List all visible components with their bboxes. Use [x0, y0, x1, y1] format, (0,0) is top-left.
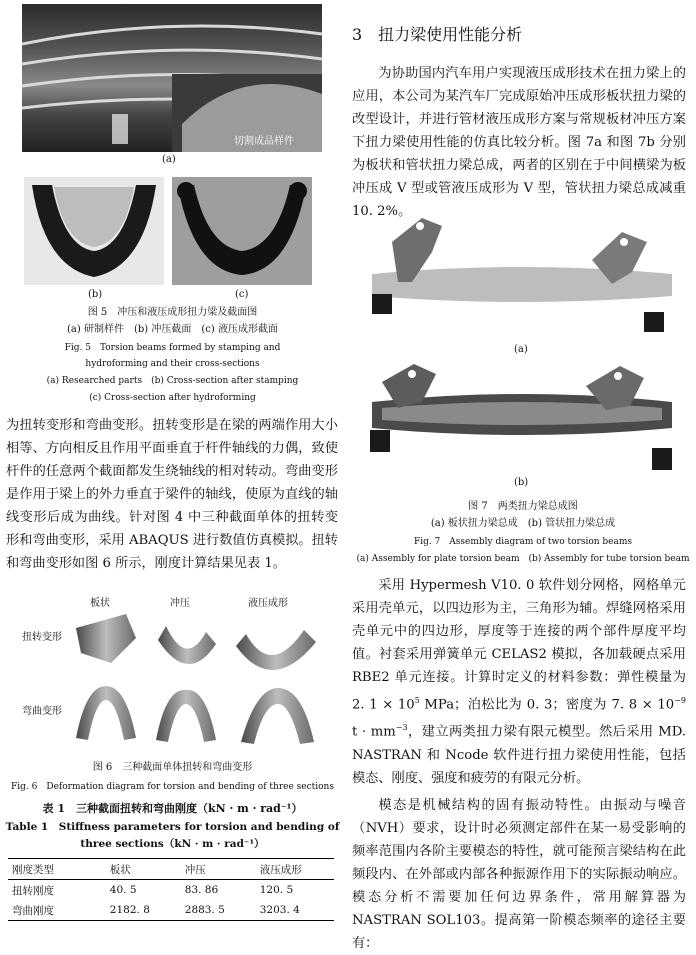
table-header-row: [8, 859, 334, 880]
table-cell: 2182. 8: [106, 900, 181, 921]
text-run: ，建立两类扭力梁有限元模型。然后采用 MD. NASTRAN 和 Ncode 软件进行扭力梁使用性能，包括模态、刚度、强度和疲劳的有限元分析。: [352, 724, 686, 786]
fig6-col-stamping: 冲压: [170, 598, 190, 609]
section-title: 3 扭力梁使用性能分析: [352, 25, 523, 44]
table1-title-en-1: Table 1 Stiffness parameters for torsion and bending of: [5, 821, 340, 833]
table-cell: 120. 5: [259, 884, 294, 896]
fig5-sub-cn: (a) 研制样件 (b) 冲压截面 (c) 液压成形截面: [67, 324, 278, 335]
fig6-col-hydroforming: 液压成形: [248, 598, 288, 609]
fig5-caption-en-1: Fig. 5 Torsion beams formed by stamping and: [64, 343, 281, 353]
fig5b-photo: [24, 177, 164, 285]
table-header-cell: 液压成形: [256, 859, 334, 880]
table-cell: 83. 86: [184, 884, 219, 896]
table-cell: 扭转刚度: [12, 884, 54, 897]
fig5b-section-graphic: [24, 177, 164, 285]
table-row: [8, 900, 334, 921]
fig5-sub-en-2: (c) Cross-section after hydroforming: [89, 393, 256, 403]
fig7a-label: (a): [514, 344, 528, 355]
superscript: 5: [414, 696, 420, 705]
stiffness-table: [8, 858, 334, 921]
table1-title-cn: 表 1 三种截面扭转和弯曲刚度（kN · m · rad⁻¹）: [42, 802, 303, 815]
fig5a-label: (a): [162, 154, 176, 165]
left-body-text: [6, 414, 338, 575]
fig6-col-plate: 板状: [90, 598, 110, 609]
fig7b-label: (b): [514, 477, 529, 488]
table1-title-en-2: three sections（kN · m · rad⁻¹）: [80, 838, 265, 850]
section-paragraph: 为协助国内汽车用户实现液压成形技术在扭力梁上的应用，本公司为某汽车厂完成原始冲压成形板状扭力梁的改型设计，并进行管材液压成形方案与常规板材冲压方案下扭力梁使用性能的仿真比较分析。图 7a 和图 7b 分别为板状和管状扭力梁总成，两者的区别在于中间横梁为板冲压成 V 型或管液压成形为 V 型，管状扭力梁总成减重 10. 2%。: [352, 66, 686, 219]
mesh-paragraph: [352, 574, 686, 790]
table-header-cell: 刚度类型: [8, 859, 106, 880]
fig7-sub-cn: (a) 板状扭力梁总成 (b) 管状扭力梁总成: [430, 518, 616, 529]
fig5c-label: (c): [235, 289, 249, 300]
table-cell: 40. 5: [109, 884, 137, 896]
fig5-caption-cn: 图 5 冲压和液压成形扭力梁及截面图: [87, 307, 258, 318]
fig7-caption-cn: 图 7 两类扭力梁总成图: [468, 501, 578, 512]
superscript: −9: [674, 696, 686, 705]
fig5-sub-en-1: (a) Researched parts (b) Cross-section after stamping: [46, 376, 299, 386]
fig6-row-bending: 弯曲变形: [22, 706, 62, 717]
text-run: t · mm: [352, 724, 396, 740]
fig5a-overlay-text: 切割成品样件: [234, 136, 294, 147]
fig7-sub-en: (a) Assembly for plate torsion beam (b) Assembly for tube torsion beam: [356, 554, 690, 564]
text-run: MPa；泊松比为 0. 3；密度为 7. 8 × 10: [419, 697, 675, 713]
table-cell: 2883. 5: [181, 900, 256, 921]
table-cell: 3203. 4: [256, 900, 334, 921]
fig5a-photo: [22, 4, 322, 152]
fig6-deformation-graphic: [66, 608, 326, 758]
fig7b-assembly-graphic: [362, 362, 682, 472]
fig6-row-torsion: 扭转变形: [22, 632, 62, 643]
text-run: 采用 Hypermesh V10. 0 软件划分网格，网格单元采用壳单元，以四边形为主，三角形为辅。焊缝网格采用壳单元中的四边形，厚度等于连接的两个部件厚度平均值。衬套采用弹簧单元 CELAS2 模拟，各加载硬点采用 RBE2 单元连接。计算时定义的材料参数：弹性模量为 2. 1 × 10: [352, 578, 686, 713]
fig7a-assembly-graphic: [362, 212, 682, 342]
table-header-cell: 冲压: [181, 859, 256, 880]
fig6-caption-cn: 图 6 三种截面单体扭转和弯曲变形: [92, 762, 253, 773]
section-intro: [352, 62, 686, 223]
modal-paragraph: 模态是机械结构的固有振动特性。由振动与噪音（NVH）要求，设计时必须测定部件在某一易受影响的频率范围内各阶主要模态的特性，就可能预言梁结构在此频段内、在外部或内部各种振源作用下的实际振动响应。模态分析不需要加任何边界条件，常用解算器为 NASTRAN SOL103。提高第一阶模态频率的途径主要有：: [352, 797, 686, 951]
fig5a-beams-graphic: [22, 4, 322, 152]
fig6-caption-en: Fig. 6 Deformation diagram for torsion and bending of three sections: [11, 782, 334, 792]
superscript: −3: [395, 723, 408, 733]
table-cell: 弯曲刚度: [8, 900, 106, 921]
fig5c-section-graphic: [172, 177, 312, 285]
fig5b-label: (b): [88, 289, 103, 300]
fig7-caption-en: Fig. 7 Assembly diagram of two torsion beams: [413, 537, 633, 547]
table-header-cell: 板状: [106, 859, 181, 880]
table-row: [8, 880, 334, 901]
left-paragraph: 为扭转变形和弯曲变形。扭转变形是在梁的两端作用大小相等、方向相反且作用平面垂直于杆件轴线的力偶，致使杆件的任意两个截面都发生绕轴线的相对转动。弯曲变形是作用于梁上的外力垂直于梁件的轴线，使原为直线的轴线变形后成为曲线。针对图 4 中三种截面单体的扭转变形和弯曲变形，采用 ABAQUS 进行数值仿真模拟。扭转和弯曲变形如图 6 所示，刚度计算结果见表 1。: [6, 418, 338, 571]
fig5-caption-en-2: hydroforming and their cross-sections: [85, 359, 260, 369]
right-body-text: [352, 574, 686, 955]
fig5c-photo: [172, 177, 312, 285]
